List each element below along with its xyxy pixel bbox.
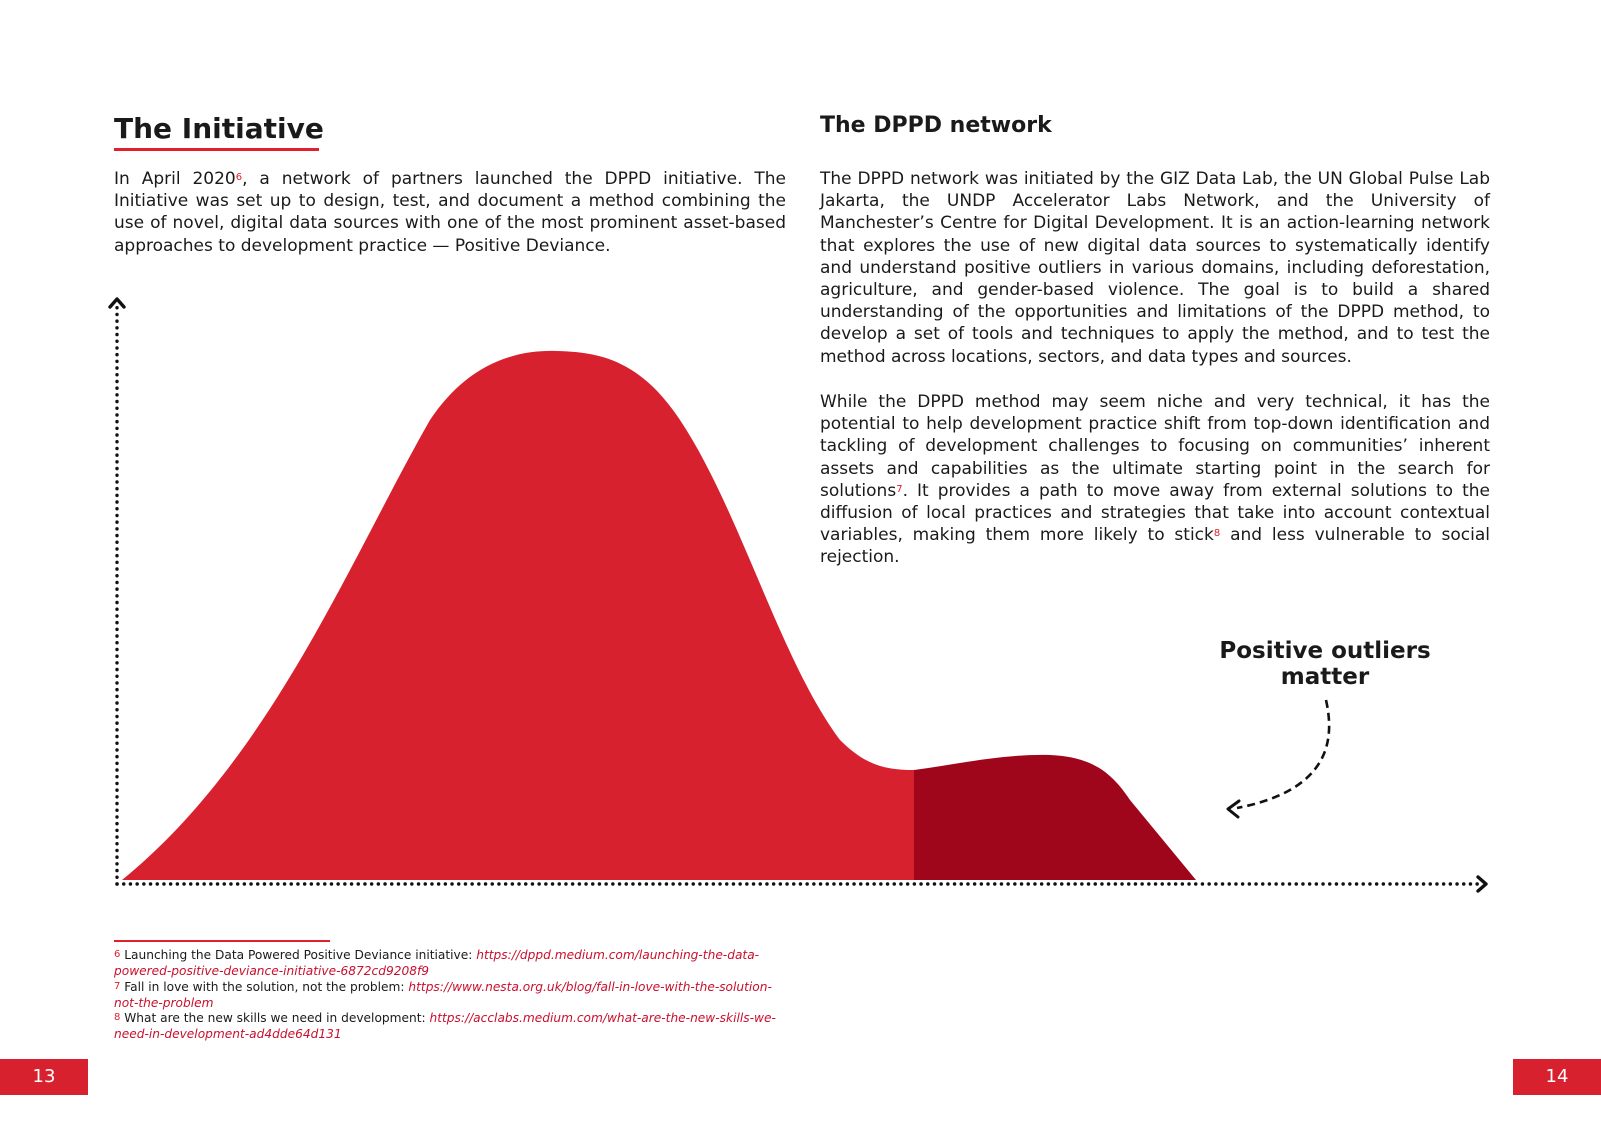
footnote-ref-7[interactable]: 7 bbox=[896, 483, 903, 495]
initiative-text-start: In April 2020 bbox=[114, 169, 236, 189]
footnote-link[interactable]: https://acclabs.medium.com/what-are-the-new-skills-we-need-in-development-ad4dde64d131 bbox=[114, 1011, 776, 1041]
x-axis-arrowhead bbox=[1478, 877, 1486, 891]
footnote-text: What are the new skills we need in development: bbox=[124, 1011, 430, 1025]
y-axis-arrowhead bbox=[110, 299, 124, 307]
footnote-text: Launching the Data Powered Positive Deviance initiative: bbox=[124, 948, 477, 962]
section-title-initiative: The Initiative bbox=[114, 112, 324, 145]
network-p2-part1: While the DPPD method may seem niche and very technical, it has the potential to help development practice shift from top-down identification and tackling of development challenges to focusing on communities’ inherent assets and capabilities as the ultimate starting point in the search for solutions bbox=[820, 392, 1490, 501]
footnote-divider bbox=[114, 940, 330, 942]
main-distribution-curve bbox=[122, 351, 914, 880]
footnote-link[interactable]: https://dppd.medium.com/launching-the-data-powered-positive-deviance-initiative-6872cd9208f9 bbox=[114, 948, 760, 978]
network-p2-part3: and less vulnerable to social rejection. bbox=[820, 525, 1490, 568]
network-p2-part2: . It provides a path to move away from external solutions to the diffusion of local practices and strategies that take into account contextual variables, making them more likely to stick bbox=[820, 480, 1490, 546]
footnote-number: 6 bbox=[114, 949, 121, 960]
footnote-ref-8[interactable]: 8 bbox=[1213, 528, 1221, 540]
footnote-6 bbox=[114, 948, 794, 979]
positive-outlier-curve bbox=[914, 755, 1196, 880]
page-number-left: 13 bbox=[0, 1059, 88, 1095]
positive-outliers-label: Positive outliers matter bbox=[1219, 638, 1431, 690]
callout-arrow bbox=[1237, 700, 1329, 808]
section-title-network: The DPPD network bbox=[820, 113, 1052, 138]
footnote-7 bbox=[114, 980, 794, 1011]
network-paragraph-1: The DPPD network was initiated by the GIZ Data Lab, the UN Global Pulse Lab Jakarta, the UNDP Accelerator Labs Network, and the University of Manchester’s Centre for Digital Development. It is an action-learning network that explores the use of new digital data sources to systematically identify and understand positive outliers in various domains, including deforestation, agriculture, and gender-based violence. The goal is to build a shared understanding of the opportunities and limitations of the DPPD method, to develop a set of tools and techniques to apply the method, and to test the method across locations, sectors, and data types and sources. bbox=[820, 169, 1490, 367]
page-number-right: 14 bbox=[1513, 1059, 1601, 1095]
footnote-text: Fall in love with the solution, not the problem: bbox=[124, 980, 409, 994]
footnote-8 bbox=[114, 1011, 794, 1042]
footnote-link[interactable]: https://www.nesta.org.uk/blog/fall-in-love-with-the-solution-not-the-problem bbox=[114, 980, 772, 1010]
initiative-text-end: , a network of partners launched the DPPD initiative. The Initiative was set up to design, test, and document a method combining the use of novel, digital data sources with one of the most prominent asset-based approaches to development practice — Positive Deviance. bbox=[114, 169, 787, 256]
footnote-number: 8 bbox=[114, 1012, 121, 1023]
footnote-number: 7 bbox=[114, 981, 121, 992]
footnote-ref-6[interactable]: 6 bbox=[235, 172, 243, 183]
